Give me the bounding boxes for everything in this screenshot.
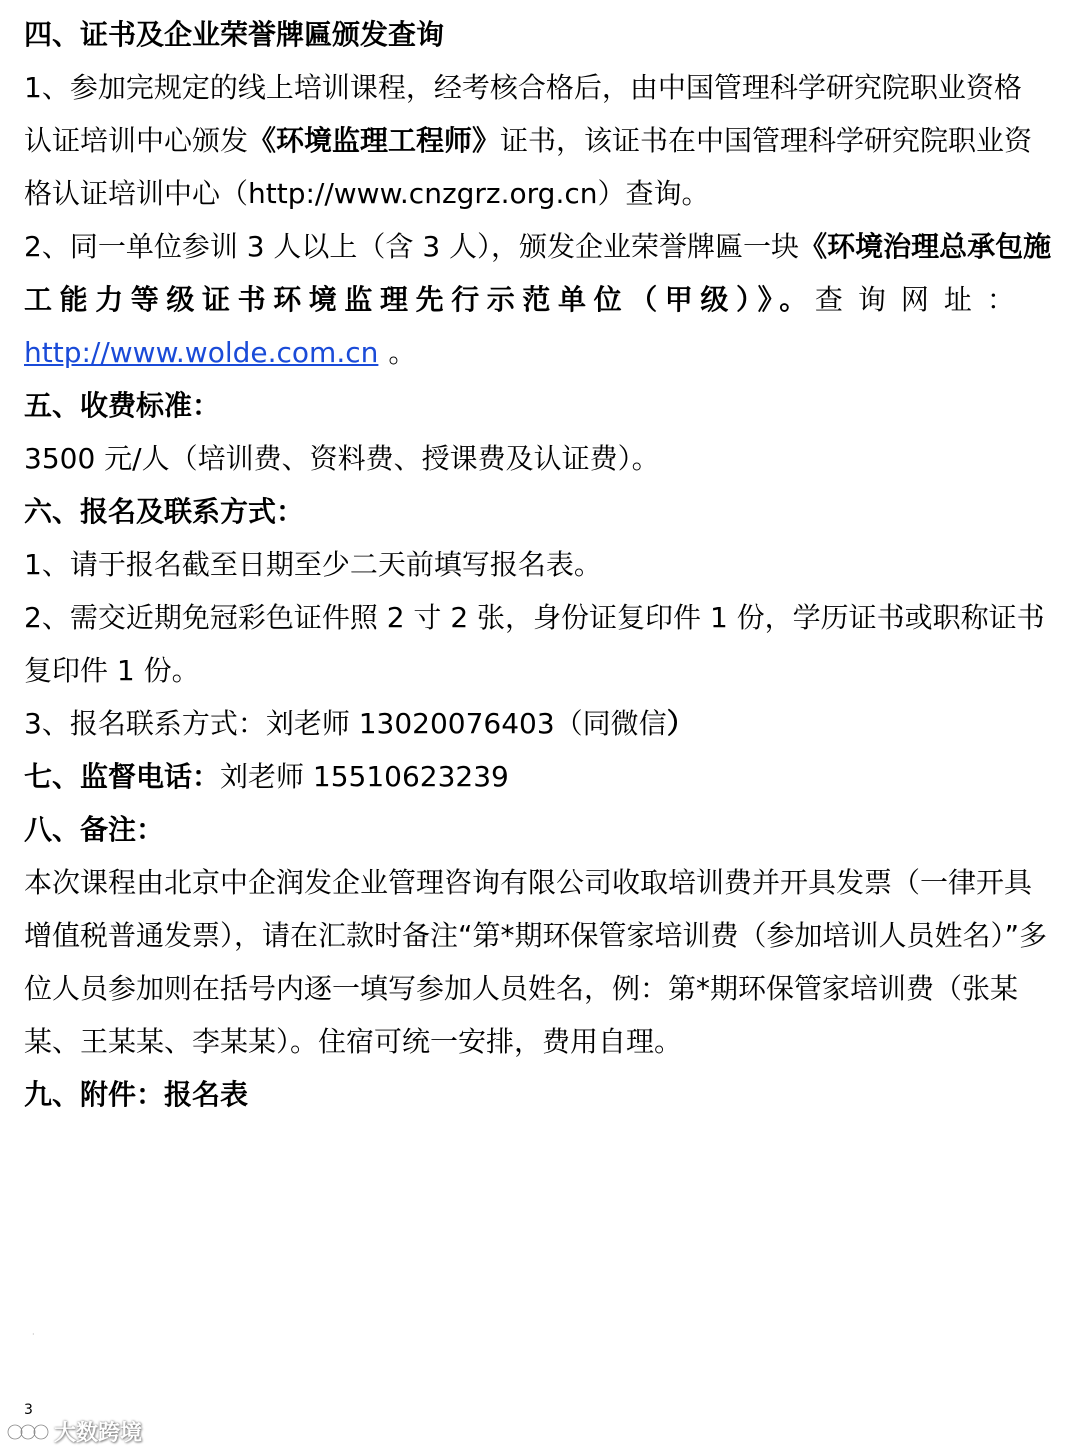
certificate-name: 《环境监理工程师》 <box>248 124 501 157</box>
paragraph-line: 某、王某某、李某某）。住宿可统一安排，费用自理。 <box>24 1025 683 1058</box>
document-page <box>24 8 1056 1121</box>
paragraph-line: 2、需交近期免冠彩色证件照 2 寸 2 张，身份证复印件 1 份，学历证书或职称证书 <box>24 601 1045 634</box>
paragraph-line: 1、参加完规定的线上培训课程，经考核合格后，由中国管理科学研究院职业资格 <box>24 71 1022 104</box>
page-number: 3 <box>24 1402 33 1418</box>
contact-line <box>24 697 1056 750</box>
watermark-logo-icon <box>6 1419 50 1445</box>
fee-line: 3500 元/人（培训费、资料费、授课费及认证费）。 <box>24 442 660 475</box>
paragraph-line: 格认证培训中心（http://www.cnzgrz.org.cn）查询。 <box>24 177 710 210</box>
paragraph-line <box>24 326 1056 379</box>
paragraph-line: 本次课程由北京中企润发企业管理咨询有限公司收取培训费并开具发票（一律开具 <box>24 866 1033 899</box>
paragraph-line: 1、请于报名截至日期至少二天前填写报名表。 <box>24 548 602 581</box>
text-run: ） <box>666 707 695 740</box>
text-run: 认证培训中心颁发 <box>24 124 249 157</box>
supervision-contact: 刘老师 15510623239 <box>220 760 509 793</box>
section-heading-supervision: 七、监督电话： <box>24 760 221 793</box>
paragraph-line <box>24 114 1056 167</box>
section-heading-fees: 五、收费标准： <box>24 389 221 422</box>
watermark <box>6 1416 142 1447</box>
text-run: 2、同一单位参训 3 人以上（含 3 人），颁发企业荣誉牌匾一块 <box>24 230 800 263</box>
paragraph-line: 位人员参加则在括号内逐一填写参加人员姓名，例：第*期环保管家培训费（张某 <box>24 972 1019 1005</box>
query-url-label: 查询网址： <box>814 283 1030 316</box>
plaque-name: 《环境治理总承包施 <box>799 230 1052 263</box>
query-url-link[interactable]: http://www.wolde.com.cn <box>24 336 379 369</box>
stray-mark: · <box>32 1330 35 1339</box>
section-heading-certificate: 四、证书及企业荣誉牌匾颁发查询 <box>24 18 445 51</box>
paragraph-line: 增值税普通发票），请在汇款时备注“第*期环保管家培训费（参加培训人员姓名）”多 <box>24 919 1048 952</box>
watermark-text: 大数跨境 <box>54 1421 143 1446</box>
plaque-name-continued: 工能力等级证书环境监理先行示范单位（甲级）》。 <box>24 283 815 316</box>
paragraph-line: 复印件 1 份。 <box>24 654 200 687</box>
text-run: 。 <box>388 336 417 369</box>
contact-text: 3、报名联系方式：刘老师 13020076403（同微信 <box>24 707 667 740</box>
section-heading-attachment: 九、附件：报名表 <box>24 1078 249 1111</box>
supervision-line <box>24 750 1056 803</box>
section-heading-registration: 六、报名及联系方式： <box>24 495 305 528</box>
paragraph-line-justified <box>24 273 1056 326</box>
section-heading-notes: 八、备注： <box>24 813 165 846</box>
paragraph-line <box>24 220 1056 273</box>
text-run: 证书，该证书在中国管理科学研究院职业资 <box>500 124 1033 157</box>
